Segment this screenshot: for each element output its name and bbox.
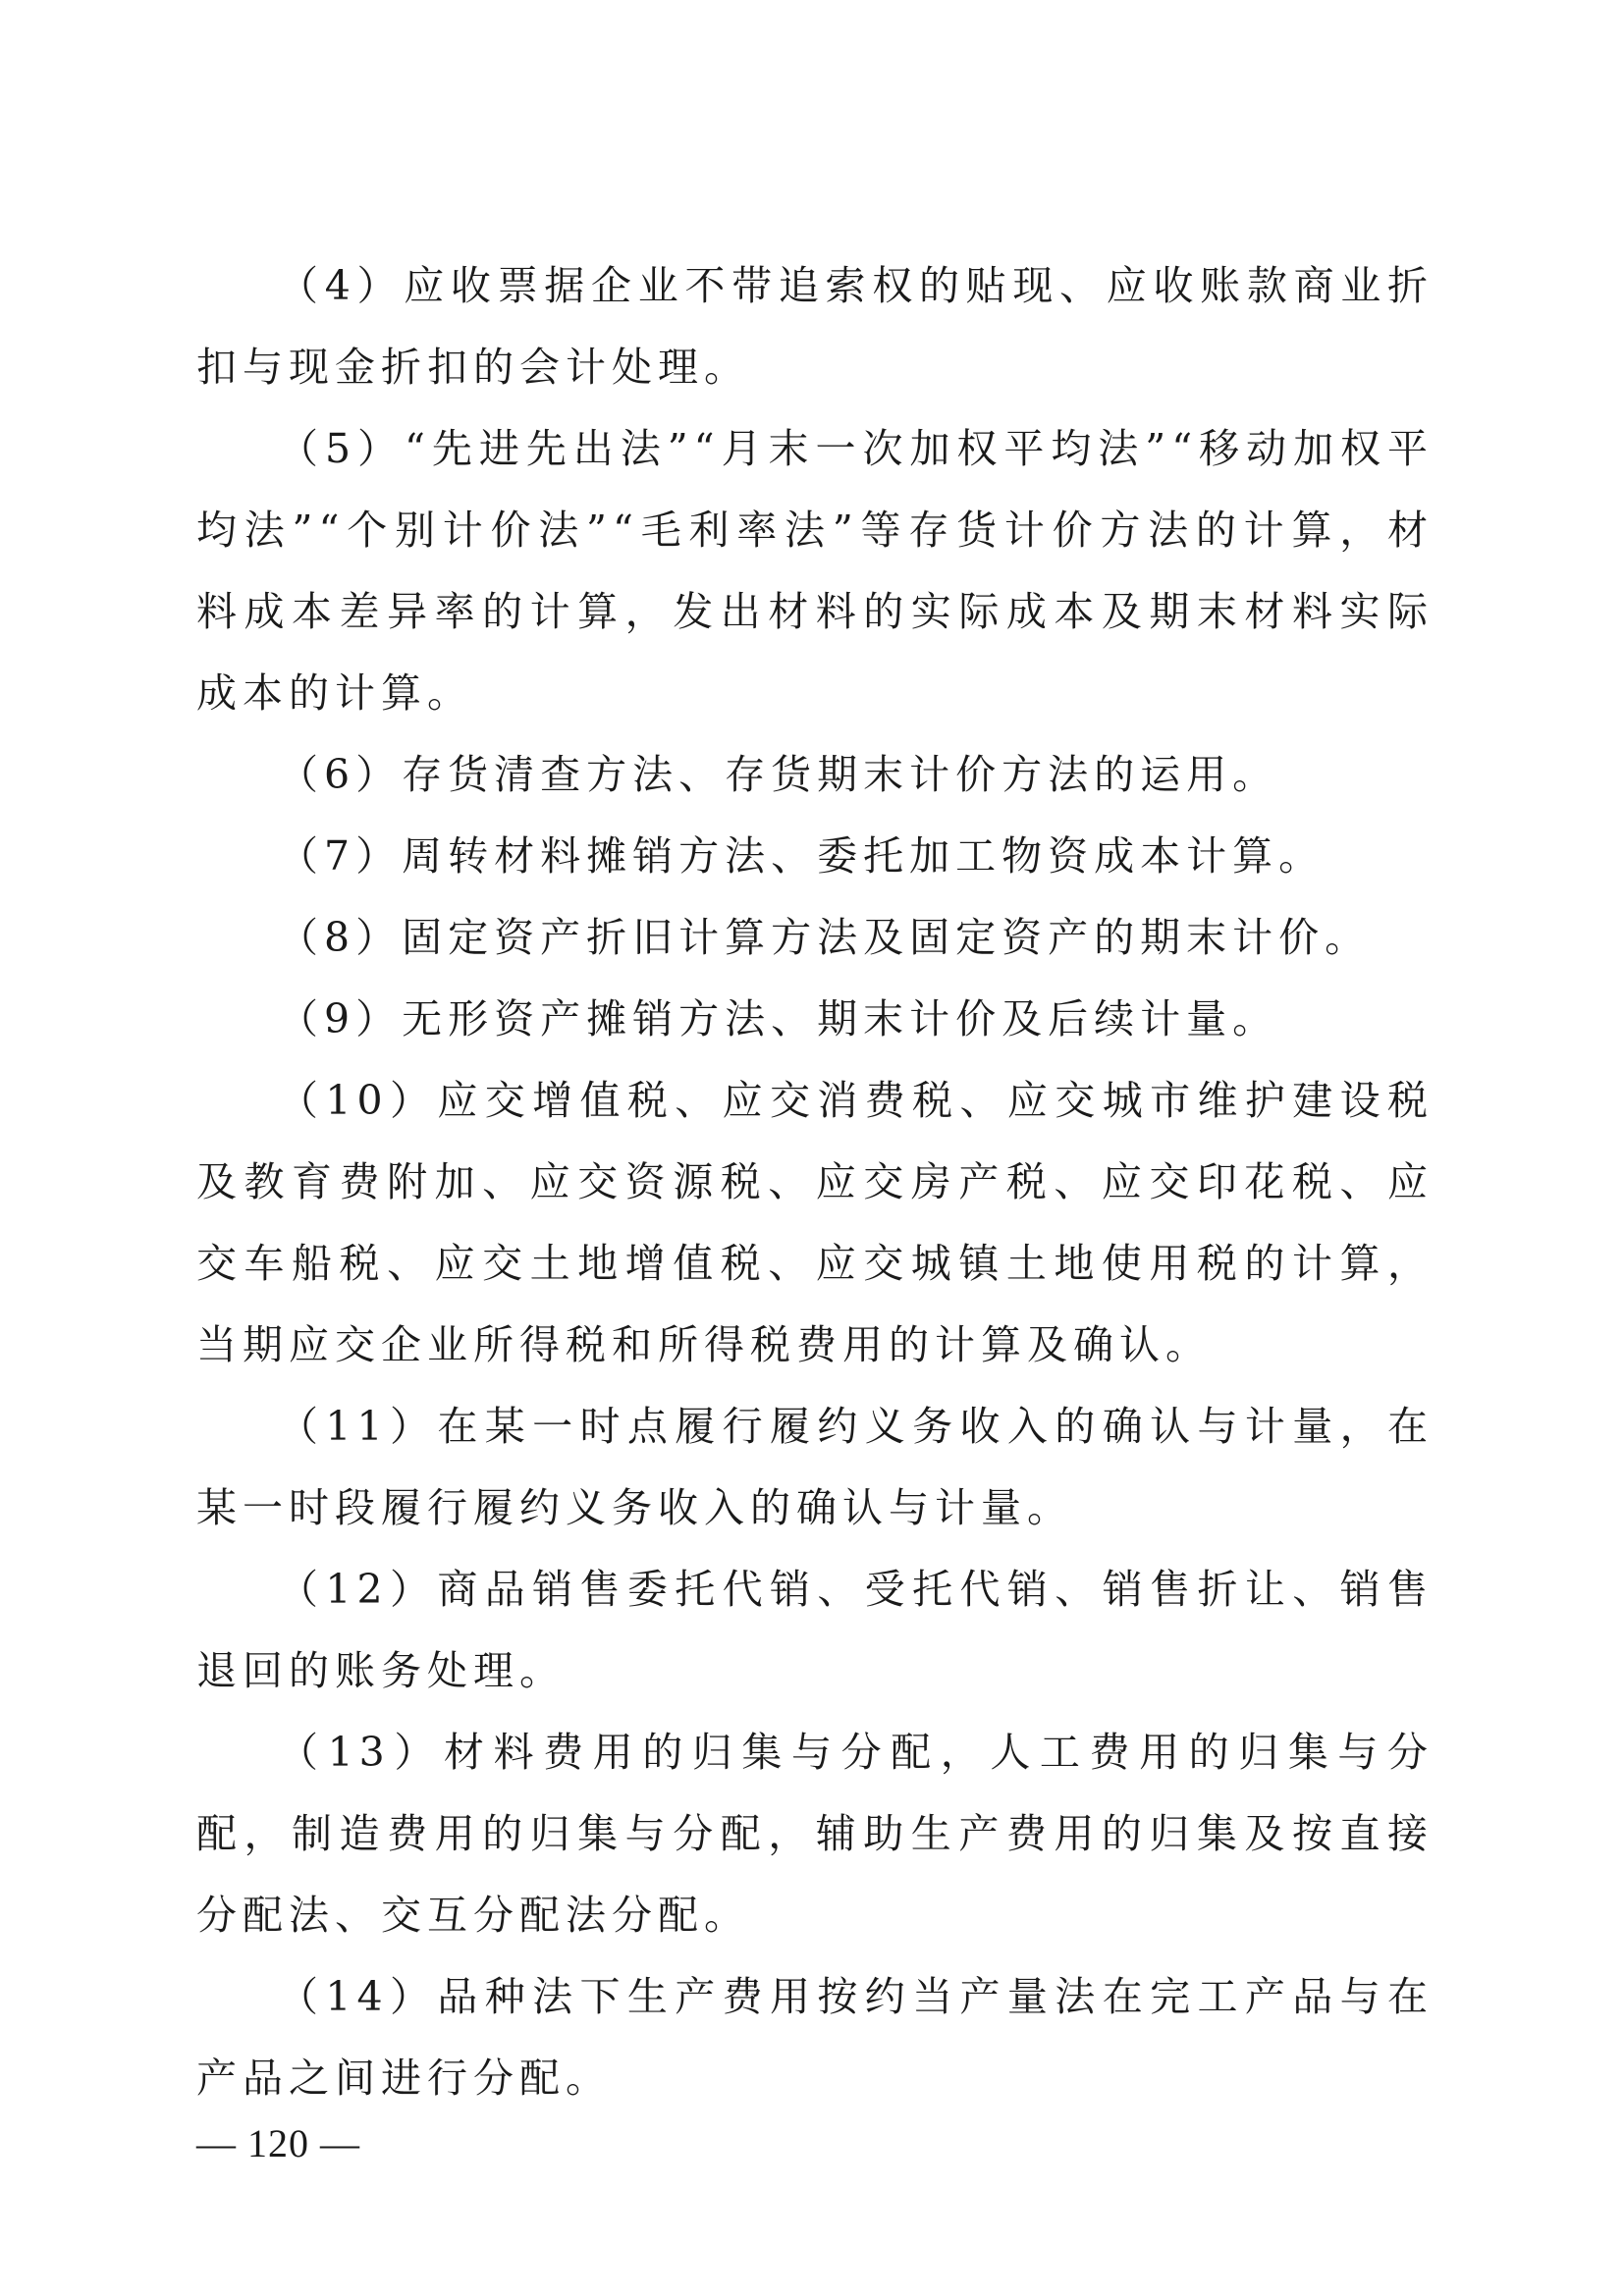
paragraph-item-5: （5）“先进先出法”“月末一次加权平均法”“移动加权平均法”“个别计价法”“毛利率法”等存货计价方法的计算，材料成本差异率的计算，发出材料的实际成本及期末材料实际成本的计算。 — [196, 425, 1434, 717]
page-number: — 120 — — [196, 2121, 360, 2165]
paragraph-item-13: （13）材料费用的归集与分配，人工费用的归集与分配，制造费用的归集与分配，辅助生产费用的归集及按直接分配法、交互分配法分配。 — [196, 1729, 1434, 1939]
paragraph-item-9: （9）无形资产摊销方法、期末计价及后续计量。 — [278, 995, 1279, 1042]
paragraph-item-8: （8）固定资产折旧计算方法及固定资产的期末计价。 — [278, 914, 1372, 961]
body-text — [196, 245, 1434, 2119]
paragraph-item-11: （11）在某一时点履行履约义务收入的确认与计量，在某一时段履行履约义务收入的确认与计量。 — [196, 1403, 1434, 1531]
paragraph-item-7: （7）周转材料摊销方法、委托加工物资成本计算。 — [278, 832, 1326, 880]
paragraph-item-12: （12）商品销售委托代销、受托代销、销售折让、销售退回的账务处理。 — [196, 1566, 1434, 1694]
paragraph-item-6: （6）存货清查方法、存货期末计价方法的运用。 — [278, 751, 1279, 798]
paragraph-item-14: （14）品种法下生产费用按约当产量法在完工产品与在产品之间进行分配。 — [196, 1973, 1434, 2102]
paragraph-item-4: （4）应收票据企业不带追索权的贴现、应收账款商业折扣与现金折扣的会计处理。 — [196, 262, 1434, 391]
paragraph-item-10: （10）应交增值税、应交消费税、应交城市维护建设税及教育费附加、应交资源税、应交房产税、应交印花税、应交车船税、应交土地增值税、应交城镇土地使用税的计算，当期应交企业所得税和所得税费用的计算及确认。 — [196, 1077, 1434, 1368]
